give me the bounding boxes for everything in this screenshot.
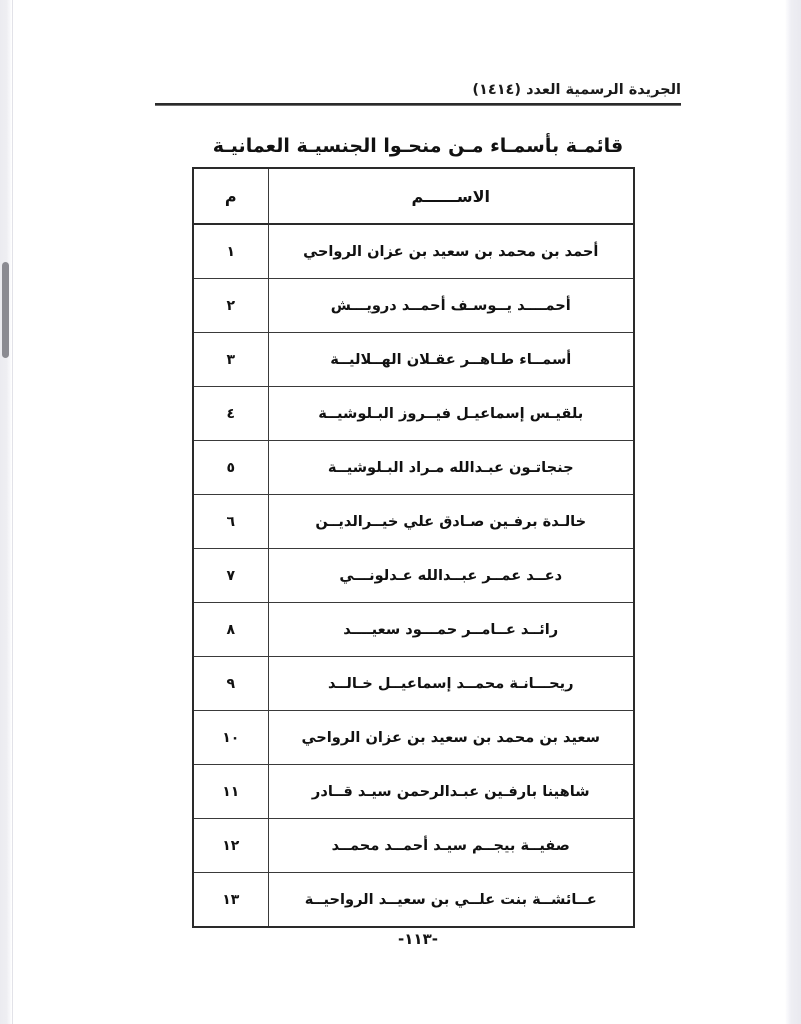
table-row bbox=[193, 603, 634, 657]
cell-row-number: ٤ bbox=[193, 387, 268, 441]
cell-row-number: ٨ bbox=[193, 603, 268, 657]
cell-person-name: شاهينا بارفـين عبـدالرحمن سيـد قــادر bbox=[268, 765, 634, 819]
cell-row-number: ٣ bbox=[193, 333, 268, 387]
cell-row-number: ١٢ bbox=[193, 819, 268, 873]
cell-row-number: ١٠ bbox=[193, 711, 268, 765]
cell-person-name: جنجاتـون عبـدالله مـراد البـلوشيــة bbox=[268, 441, 634, 495]
cell-person-name: سعيد بن محمد بن سعيد بن عزان الرواحي bbox=[268, 711, 634, 765]
column-header-number: م bbox=[193, 168, 268, 224]
page-gutter-left bbox=[0, 0, 13, 1024]
gazette-masthead: الجريدة الرسمية العدد (١٤١٤) bbox=[472, 82, 681, 98]
cell-person-name: دعــد عمــر عبــدالله عـدلونـــي bbox=[268, 549, 634, 603]
cell-person-name: أحمــــد يــوسـف أحمــد درويـــش bbox=[268, 279, 634, 333]
vertical-scrollbar-thumb[interactable] bbox=[2, 262, 9, 358]
cell-row-number: ٧ bbox=[193, 549, 268, 603]
cell-row-number: ١٣ bbox=[193, 873, 268, 928]
cell-row-number: ٦ bbox=[193, 495, 268, 549]
column-header-name: الاســــــم bbox=[268, 168, 634, 224]
cell-person-name: أسمــاء طـاهــر عقـلان الهــلاليــة bbox=[268, 333, 634, 387]
page-number: -١١٣- bbox=[398, 930, 438, 948]
table-body bbox=[193, 224, 634, 927]
citizenship-names-table bbox=[192, 167, 635, 928]
page-gutter-right bbox=[784, 0, 801, 1024]
table-row bbox=[193, 333, 634, 387]
cell-row-number: ٩ bbox=[193, 657, 268, 711]
table-row bbox=[193, 441, 634, 495]
masthead-divider bbox=[155, 103, 681, 106]
table-row bbox=[193, 711, 634, 765]
cell-person-name: عــائشــة بنت علــي بن سعيــد الرواحيــة bbox=[268, 873, 634, 928]
cell-person-name: صفيــة بيجــم سيـد أحمــد محمــد bbox=[268, 819, 634, 873]
table-row bbox=[193, 224, 634, 279]
page-title: قائمـة بأسمـاء مـن منحـوا الجنسيـة العمانيـة bbox=[212, 134, 624, 157]
table-row bbox=[193, 279, 634, 333]
table-row bbox=[193, 819, 634, 873]
table-row bbox=[193, 549, 634, 603]
cell-row-number: ١ bbox=[193, 224, 268, 279]
table-row bbox=[193, 495, 634, 549]
table-row bbox=[193, 873, 634, 928]
cell-person-name: أحمد بن محمد بن سعيد بن عزان الرواحي bbox=[268, 224, 634, 279]
table-row bbox=[193, 765, 634, 819]
cell-row-number: ٥ bbox=[193, 441, 268, 495]
cell-person-name: ريحـــانـة محمــد إسماعيــل خـالــد bbox=[268, 657, 634, 711]
cell-row-number: ٢ bbox=[193, 279, 268, 333]
table-row bbox=[193, 657, 634, 711]
table-header-row bbox=[193, 168, 634, 224]
cell-person-name: رائــد عــامــر حمـــود سعيــــد bbox=[268, 603, 634, 657]
cell-person-name: خالـدة برفـين صـادق علي خيــرالديــن bbox=[268, 495, 634, 549]
document-page bbox=[13, 0, 785, 1024]
cell-person-name: بلقيـس إسماعيـل فيــروز البـلوشيــة bbox=[268, 387, 634, 441]
table-row bbox=[193, 387, 634, 441]
cell-row-number: ١١ bbox=[193, 765, 268, 819]
